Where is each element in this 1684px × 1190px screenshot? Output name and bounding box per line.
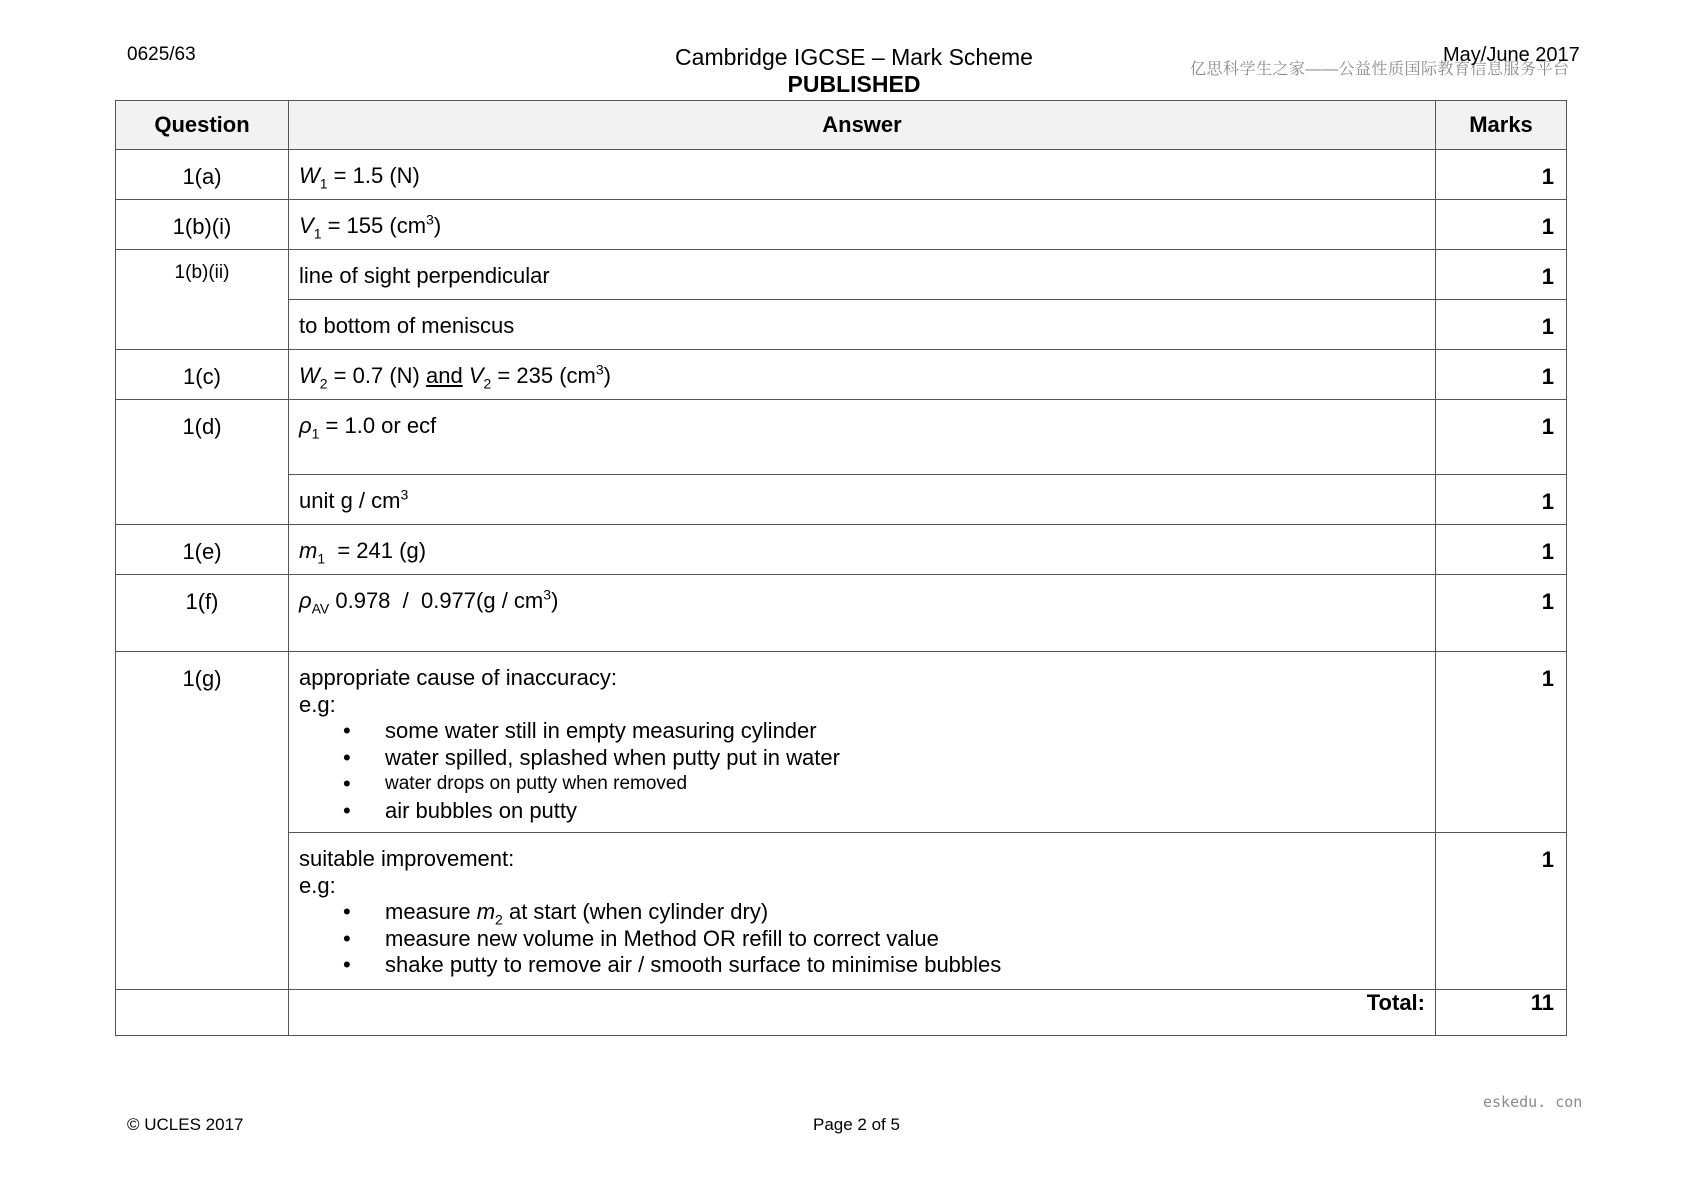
answer-cell: line of sight perpendicular xyxy=(289,250,1436,300)
answer-cell: $W_2 = 0.7$ (N) and $V_2 = 235$ $(cm^3)$ xyxy=(289,350,1436,400)
table-row xyxy=(116,525,1567,575)
table-row xyxy=(116,250,1567,300)
empty-cell xyxy=(116,990,289,1036)
table-header-row xyxy=(116,101,1567,150)
mark-scheme-table xyxy=(115,100,1567,1036)
watermark-text: 亿思科学生之家——公益性质国际教育信息服务平台 xyxy=(1190,61,1570,78)
published-label: PUBLISHED xyxy=(787,71,921,97)
marks-cell: 1 xyxy=(1436,525,1567,575)
table-row xyxy=(116,200,1567,250)
answer-cell xyxy=(289,652,1436,833)
document-title: Cambridge IGCSE – Mark Scheme xyxy=(675,44,1033,70)
total-value: 11 xyxy=(1436,990,1567,1036)
table-row xyxy=(116,400,1567,475)
list-item: • measure $m_2$ at start (when cylinder dry) xyxy=(385,899,1425,926)
answer-cell: $W_1 = 1.5$ (N) xyxy=(289,150,1436,200)
table-row xyxy=(116,833,1567,990)
question-number: 1(c) xyxy=(116,350,289,400)
improvement-title: suitable improvement: xyxy=(299,846,515,871)
answer-cell: unit g / $cm^3$ xyxy=(289,475,1436,525)
question-number: 1(e) xyxy=(116,525,289,575)
page-number: Page 2 of 5 xyxy=(813,1115,900,1134)
list-item: • water drops on putty when removed xyxy=(385,771,1425,798)
marks-cell: 1 xyxy=(1436,475,1567,525)
improvement-list xyxy=(299,899,1425,979)
answer-cell: $m_1 = 241$ (g) xyxy=(289,525,1436,575)
question-number: 1(a) xyxy=(116,150,289,200)
marks-cell: 1 xyxy=(1436,400,1567,475)
marks-column-header: Marks xyxy=(1436,101,1567,150)
question-number: 1(g) xyxy=(116,652,289,990)
improvement-eg: e.g: xyxy=(299,872,336,898)
table-row xyxy=(116,350,1567,400)
answer-cell: $\rho_1 = 1.0$ or ecf xyxy=(289,400,1436,475)
answer-cell: to bottom of meniscus xyxy=(289,300,1436,350)
site-watermark: eskedu. con xyxy=(1483,1093,1583,1111)
table-row xyxy=(116,475,1567,525)
table-row xyxy=(116,300,1567,350)
list-item: • shake putty to remove air / smooth surface to minimise bubbles xyxy=(385,952,1425,979)
marks-cell: 1 xyxy=(1436,300,1567,350)
question-number: 1(d) xyxy=(116,400,289,525)
marks-cell: 1 xyxy=(1436,833,1567,990)
list-item: • water spilled, splashed when putty put in water xyxy=(385,745,1425,772)
document-title-block xyxy=(654,44,1054,98)
question-number: 1(b)(ii) xyxy=(116,250,289,350)
marks-cell: 1 xyxy=(1436,200,1567,250)
list-item: • measure new volume in Method OR refill to correct value xyxy=(385,926,1425,953)
answer-cell: $\rho_{AV}$ $0.978 / 0.977(g / cm^3)$ xyxy=(289,575,1436,652)
question-number: 1(b)(i) xyxy=(116,200,289,250)
answer-column-header: Answer xyxy=(289,101,1436,150)
marks-cell: 1 xyxy=(1436,150,1567,200)
table-row xyxy=(116,575,1567,652)
exam-session: May/June 2017 xyxy=(1443,44,1580,66)
marks-cell: 1 xyxy=(1436,350,1567,400)
cause-title: appropriate cause of inaccuracy: xyxy=(299,665,617,690)
question-column-header: Question xyxy=(116,101,289,150)
list-item: • air bubbles on putty xyxy=(385,798,1425,825)
answer-cell xyxy=(289,833,1436,990)
table-row xyxy=(116,150,1567,200)
list-item: • some water still in empty measuring cylinder xyxy=(385,718,1425,745)
marks-cell: 1 xyxy=(1436,575,1567,652)
paper-code: 0625/63 xyxy=(127,44,196,65)
copyright: © UCLES 2017 xyxy=(127,1115,244,1134)
total-row xyxy=(116,990,1567,1036)
table-row xyxy=(116,652,1567,833)
cause-eg: e.g: xyxy=(299,691,336,717)
question-number: 1(f) xyxy=(116,575,289,652)
marks-cell: 1 xyxy=(1436,652,1567,833)
answer-cell: $V_1 = 155$ $(cm^3)$ xyxy=(289,200,1436,250)
total-label: Total: xyxy=(289,990,1436,1036)
cause-list xyxy=(299,718,1425,824)
marks-cell: 1 xyxy=(1436,250,1567,300)
